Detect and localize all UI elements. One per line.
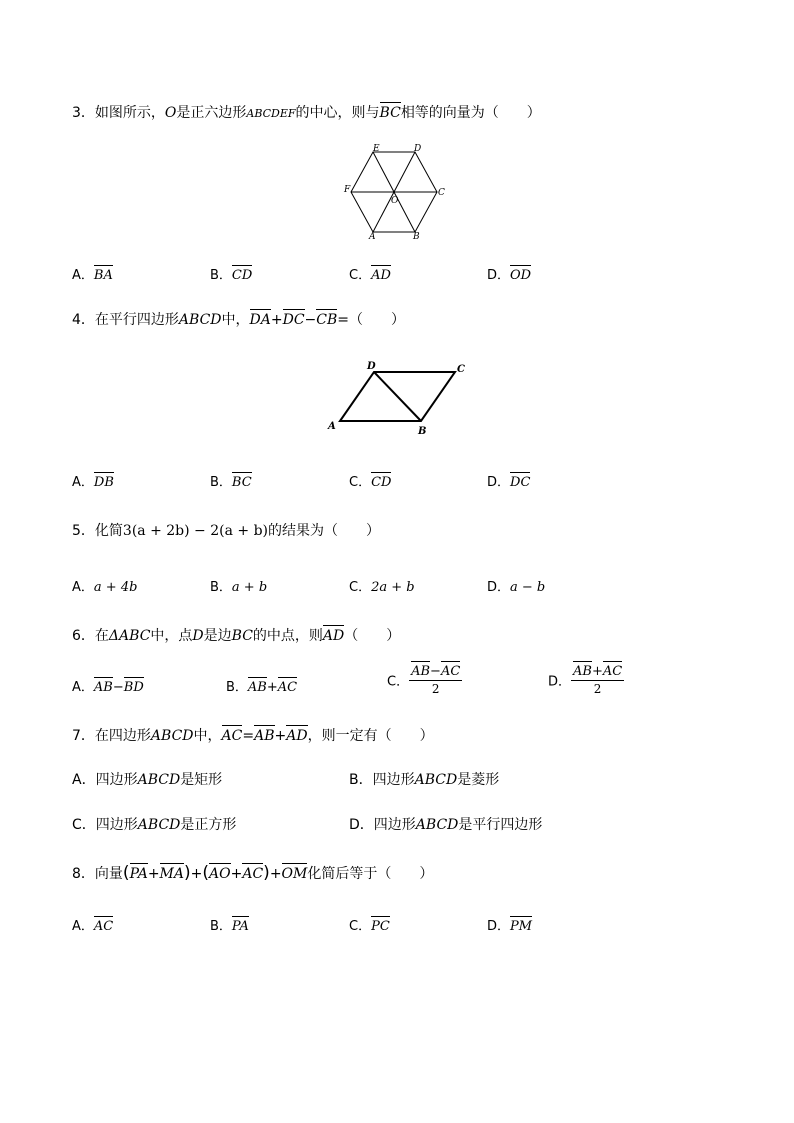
- q5-option-b[interactable]: B．a + b: [210, 580, 268, 595]
- question-4: 4．在平行四边形ABCD中，DA+DC−CB=（ ）: [72, 312, 406, 328]
- vector-bc: BC: [379, 105, 401, 121]
- hex-label-b: B: [413, 232, 420, 242]
- q8-option-c[interactable]: C．PC: [349, 919, 390, 934]
- q5-option-c[interactable]: C．2a + b: [349, 580, 415, 595]
- hex-label-a: A: [369, 232, 376, 242]
- parallelogram-figure: [322, 358, 472, 438]
- question-3: 3．如图所示，O是正六边形ABCDEF的中心，则与BC相等的向量为（ ）: [72, 105, 541, 121]
- q5-option-a[interactable]: A．a + 4b: [72, 580, 138, 595]
- question-5: 5．化简3(a + 2b) − 2(a + b)的结果为（ ）: [72, 523, 381, 539]
- question-8: 8．向量(PA+MA)+(AO+AC)+OM化简后等于（ ）: [72, 863, 434, 883]
- q6-option-d[interactable]: D． $\frac{AB+AC}{2}$: [548, 664, 623, 696]
- hex-label-d: D: [414, 144, 422, 154]
- q3-option-c[interactable]: C．AD: [349, 268, 391, 283]
- q4-option-b[interactable]: B．BC: [210, 475, 252, 490]
- q7-option-d[interactable]: D．四边形ABCD是平行四边形: [349, 817, 543, 833]
- q3-option-a[interactable]: A．BA: [72, 268, 113, 283]
- q5-option-d[interactable]: D．a − b: [487, 580, 546, 595]
- q8-option-a[interactable]: A．AC: [72, 919, 114, 934]
- expression: 3(a + 2b) − 2(a + b): [122, 523, 269, 539]
- question-number: 5．: [72, 523, 95, 539]
- question-number: 3．: [72, 105, 95, 121]
- question-number: 4．: [72, 312, 95, 328]
- question-number: 7．: [72, 728, 95, 744]
- para-label-b: B: [418, 426, 427, 437]
- para-label-c: C: [457, 364, 465, 375]
- q6-option-c[interactable]: C． $\frac{AB-AC}{2}$: [387, 664, 461, 696]
- hex-label-o: O: [391, 196, 399, 206]
- q7-option-b[interactable]: B．四边形ABCD是菱形: [349, 772, 500, 788]
- q7-option-c[interactable]: C．四边形ABCD是正方形: [72, 817, 237, 833]
- q3-option-b[interactable]: B．CD: [210, 268, 253, 283]
- hex-label-f: F: [344, 185, 351, 195]
- q4-option-d[interactable]: D．DC: [487, 475, 531, 490]
- para-label-a: A: [328, 421, 336, 432]
- q8-option-d[interactable]: D．PM: [487, 919, 533, 934]
- q3-option-d[interactable]: D．OD: [487, 268, 532, 283]
- para-label-d: D: [367, 361, 376, 372]
- q6-option-b[interactable]: B．AB+AC: [226, 680, 298, 695]
- q4-option-c[interactable]: C．CD: [349, 475, 392, 490]
- question-number: 8．: [72, 866, 95, 882]
- q8-option-b[interactable]: B．PA: [210, 919, 249, 934]
- question-7: 7．在四边形ABCD中，AC=AB+AD，则一定有（ ）: [72, 728, 434, 744]
- q6-option-a[interactable]: A．AB−BD: [72, 680, 144, 695]
- question-number: 6．: [72, 628, 95, 644]
- q7-option-a[interactable]: A．四边形ABCD是矩形: [72, 772, 223, 788]
- hex-label-e: E: [373, 144, 380, 154]
- q4-option-a[interactable]: A．DB: [72, 475, 114, 490]
- question-6: 6．在ΔABC中，点D是边BC的中点，则AD（ ）: [72, 628, 401, 644]
- hexagon-figure: [340, 142, 450, 242]
- hex-label-c: C: [438, 188, 445, 198]
